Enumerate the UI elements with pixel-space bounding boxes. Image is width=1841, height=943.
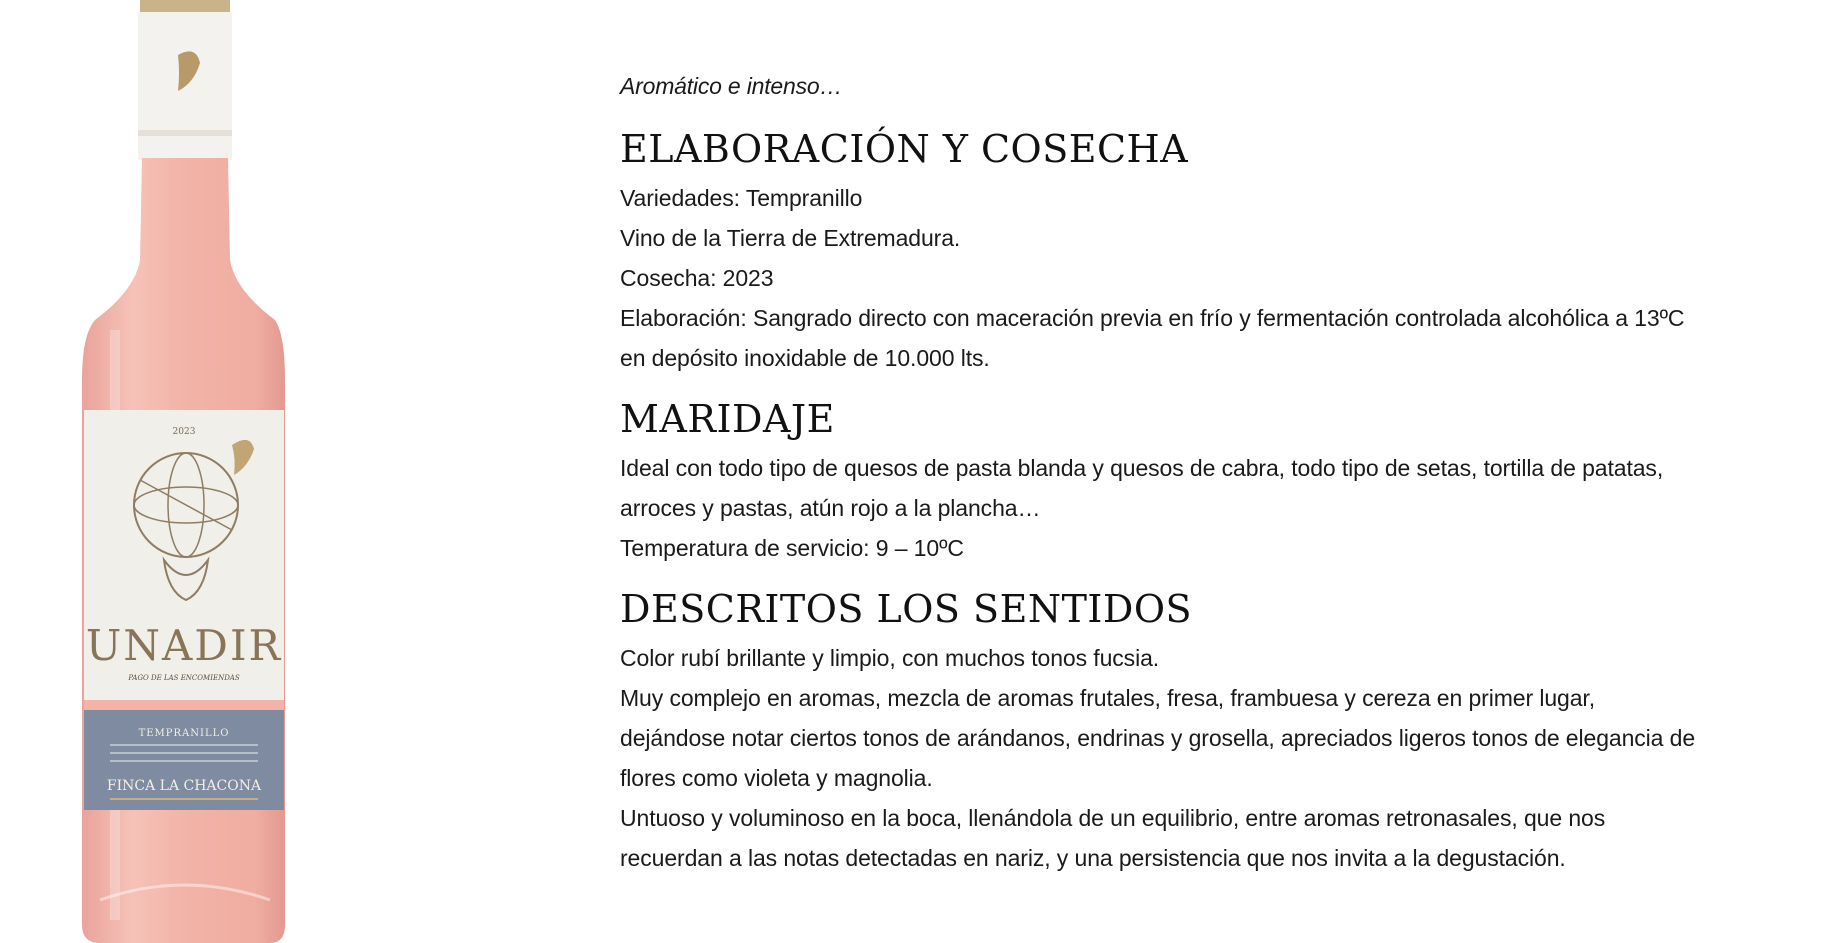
section-sentidos	[620, 586, 1700, 878]
label-year: 2023	[172, 427, 196, 437]
label-estate: FINCA LA CHACONA	[106, 778, 262, 794]
paragraph-taste: Untuoso y voluminoso en la boca, llenándola de un equilibrio, entre aromas retronasales, que nos recuerdan a las notas detectadas en nariz, y una persistencia que nos invita a la degustación.	[620, 805, 1606, 871]
wine-bottle-image	[60, 0, 320, 943]
wine-description	[620, 68, 1700, 896]
section-elaboracion	[620, 126, 1700, 378]
tagline: Aromático e intenso…	[620, 73, 843, 99]
paragraph-origin: Vino de la Tierra de Extremadura.	[620, 225, 961, 251]
paragraph-vintage: Cosecha: 2023	[620, 265, 774, 291]
paragraph-serving-temperature: Temperatura de servicio: 9 – 10ºC	[620, 535, 964, 561]
section-title-sentidos: DESCRITOS LOS SENTIDOS	[620, 587, 1193, 631]
label-variety: TEMPRANILLO	[138, 728, 230, 739]
label-subtitle: PAGO DE LAS ENCOMIENDAS	[128, 674, 240, 682]
label-brand: UNADIR	[85, 621, 283, 670]
section-title-maridaje: MARIDAJE	[620, 397, 835, 441]
section-title-elaboracion: ELABORACIÓN Y COSECHA	[620, 127, 1189, 171]
paragraph-elaboration: Elaboración: Sangrado directo con maceración previa en frío y fermentación controlada alcohólica a 13ºC en depósito inoxidable de 10.000 lts.	[620, 305, 1685, 371]
paragraph-aroma: Muy complejo en aromas, mezcla de aromas frutales, fresa, frambuesa y cereza en primer lugar, dejándose notar ciertos tonos de arándanos, endrinas y grosella, apreciados ligeros tonos de elegancia de flores como violeta y magnolia.	[620, 685, 1696, 791]
bottle-cap	[140, 0, 230, 14]
paragraph-varieties: Variedades: Tempranillo	[620, 185, 863, 211]
paragraph-color: Color rubí brillante y limpio, con muchos tonos fucsia.	[620, 645, 1160, 671]
paragraph-pairing: Ideal con todo tipo de quesos de pasta blanda y quesos de cabra, todo tipo de setas, tortilla de patatas, arroces y pastas, atún rojo a la plancha…	[620, 455, 1664, 521]
section-maridaje	[620, 396, 1700, 568]
